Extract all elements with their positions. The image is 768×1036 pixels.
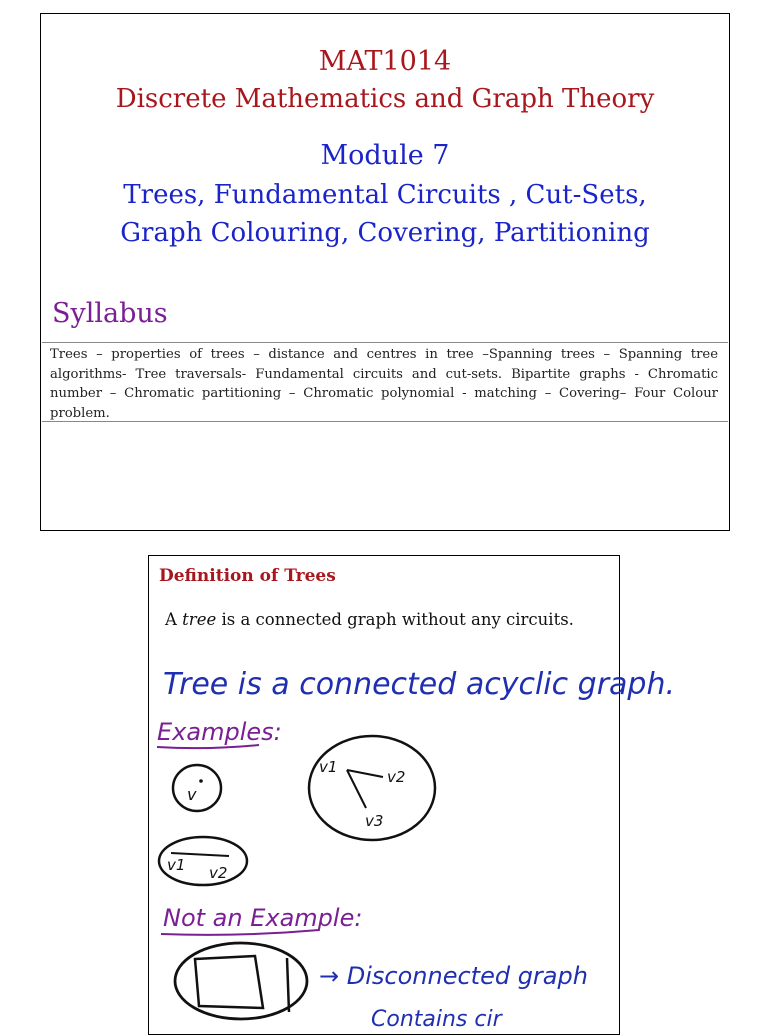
definition-term: tree [182, 610, 217, 629]
not-example-label: Not an Example: [163, 904, 363, 932]
disconnected-note: → Disconnected graph [319, 962, 588, 990]
vertex-label-pair-v2: v2 [209, 864, 228, 882]
definition-suffix: is a connected graph without any circuits. [216, 610, 574, 629]
vertex-dot [199, 779, 203, 783]
vertex-label-v2: v2 [387, 768, 406, 786]
isolated-edge [287, 958, 289, 1012]
definition-slide [148, 555, 676, 1035]
handwritten-definition: Tree is a connected acyclic graph. [163, 667, 676, 702]
definition-prefix: A [165, 610, 183, 629]
edge-v1-v3 [347, 770, 366, 808]
example-single-vertex-ellipse [173, 765, 221, 811]
vertex-label-v: v [187, 785, 197, 804]
vertex-label-v3: v3 [365, 812, 384, 830]
syllabus-text: Trees – properties of trees – distance and centres in tree –Spanning trees – Spanning tree algorithms- Tree traversals- Fundamental circuits and cut-sets. Bipartite graphs - Chromatic number – Chromatic partitioning – Chromatic polynomial - matching – Covering– Four Colour problem. [42, 342, 728, 422]
contains-circuit-note: Contains cir [371, 1007, 502, 1032]
cycle-square [195, 956, 263, 1008]
vertex-label-v1: v1 [319, 758, 338, 776]
module-topics-line1: Trees, Fundamental Circuits , Cut-Sets, [123, 180, 647, 210]
course-title: Discrete Mathematics and Graph Theory [115, 84, 655, 114]
handwritten-notes [149, 556, 676, 1036]
vertex-label-pair-v1: v1 [167, 856, 186, 874]
title-slide [40, 13, 730, 531]
module-topics-line2: Graph Colouring, Covering, Partitioning [120, 218, 650, 248]
syllabus-heading: Syllabus [52, 298, 168, 329]
examples-label: Examples: [157, 718, 282, 746]
definition-heading: Definition of Trees [159, 566, 336, 586]
module-number: Module 7 [320, 140, 450, 171]
edge-v1-v2 [347, 770, 383, 777]
course-code: MAT1014 [318, 46, 452, 77]
